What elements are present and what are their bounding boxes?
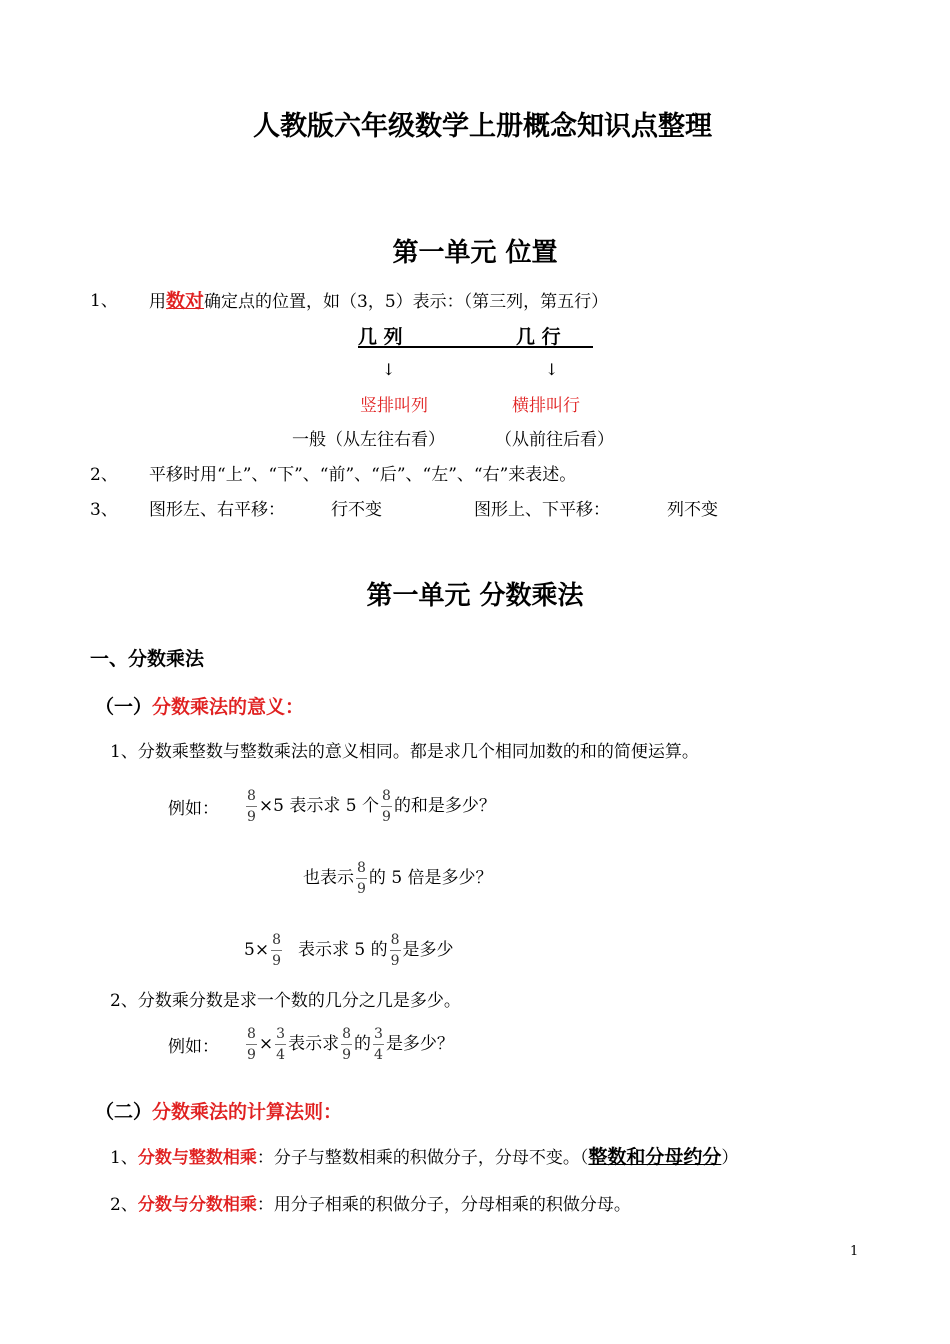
- section-heading: 一、分数乘法: [90, 648, 205, 670]
- col-note: 一般（从左往右看）: [292, 430, 445, 450]
- fraction-3-4: $\frac{3}{4}$: [276, 1026, 286, 1063]
- item-2-number: 2、: [90, 465, 118, 485]
- fraction-8-9: $\frac{8}{9}$: [272, 932, 281, 969]
- fraction-8-9: $\frac{8}{9}$: [247, 788, 256, 825]
- example-1: [244, 788, 496, 825]
- paragraph-1: 1、分数乘整数与整数乘法的意义相同。都是求几个相同加数的和的简便运算。: [110, 742, 699, 762]
- item-1-line: [149, 290, 608, 313]
- fraction-8-9: $\frac{8}{9}$: [342, 1026, 352, 1063]
- example-4-text-d: 是多少？: [385, 1034, 454, 1054]
- example-4-text-b: 表示求: [288, 1034, 340, 1054]
- example-3-text-a: 5×: [244, 940, 270, 960]
- subsection-2-title: 分数乘法的计算法则：: [152, 1101, 343, 1123]
- item-1-number: 1、: [90, 291, 118, 311]
- fraction-8-9: $\frac{8}{9}$: [357, 860, 366, 897]
- subsection-1-heading: [95, 692, 304, 719]
- rule-2-key: 分数与分数相乘: [137, 1195, 257, 1215]
- row-description: 横排叫行: [512, 396, 580, 416]
- item-1-pre: 用: [149, 292, 166, 312]
- rule-1-emphasis: 整数和分母约分: [588, 1146, 722, 1168]
- subsection-1-title: 分数乘法的意义：: [152, 696, 305, 718]
- example-1-text-b: 的和是多少？: [393, 796, 496, 816]
- example-2-text-b: 的 5 倍是多少？: [368, 868, 493, 888]
- rule-2-number: 2、: [110, 1195, 138, 1215]
- example-1-text-a: ×5 表示求 5 个: [258, 796, 380, 816]
- unit-title-fraction-multiplication: 第一单元 分数乘法: [366, 581, 584, 611]
- example-4: [244, 1026, 454, 1063]
- document-title: 人教版六年级数学上册概念知识点整理: [253, 111, 712, 142]
- item-3-vertical: 图形上、下平移：: [474, 500, 610, 520]
- example-4-times: ×: [258, 1034, 274, 1054]
- arrow-down-icon: ↓: [545, 360, 559, 379]
- item-2-text: 平移时用“上”、“下”、“前”、“后”、“左”、“右”来表述。: [149, 465, 577, 485]
- rule-1-number: 1、: [110, 1148, 138, 1168]
- col-label: 几 列: [358, 326, 403, 348]
- example-4-text-c: 的: [354, 1034, 372, 1054]
- col-description: 竖排叫列: [360, 396, 428, 416]
- rule-2-text: ：用分子相乘的积做分子，分母相乘的积做分母。: [256, 1195, 631, 1215]
- example-2-text-a: 也表示: [303, 868, 354, 888]
- row-note: （从前往后看）: [495, 430, 614, 450]
- subsection-2-heading: [95, 1097, 342, 1124]
- item-3-row-unchanged: 行不变: [331, 500, 382, 520]
- fraction-8-9: $\frac{8}{9}$: [390, 932, 400, 969]
- arrow-down-icon: ↓: [382, 360, 396, 379]
- example-3: [244, 932, 454, 969]
- item-1-post: 确定点的位置，如（3，5）表示：（第三列，第五行）: [204, 292, 609, 312]
- paragraph-2: 2、分数乘分数是求一个数的几分之几是多少。: [110, 991, 461, 1011]
- example-3-text-c: 是多少: [402, 940, 454, 960]
- keyword-shudui: 数对: [166, 290, 205, 312]
- example-3-text-b: 表示求 5 的: [297, 940, 388, 960]
- example-label: 例如：: [168, 1037, 219, 1057]
- item-3-col-unchanged: 列不变: [667, 500, 718, 520]
- example-label: 例如：: [168, 799, 219, 819]
- rule-1-key: 分数与整数相乘: [137, 1148, 257, 1168]
- rule-1: [110, 1146, 738, 1169]
- fraction-8-9: $\frac{8}{9}$: [382, 788, 391, 825]
- row-label: 几 行: [516, 326, 561, 348]
- example-2: [303, 860, 493, 897]
- rule-2: [110, 1194, 631, 1216]
- unit-title-position: 第一单元 位置: [392, 238, 558, 268]
- subsection-2-paren: （二）: [95, 1101, 153, 1123]
- item-3-number: 3、: [90, 500, 118, 520]
- rule-1-text: ：分子与整数相乘的积做分子，分母不变。（: [256, 1148, 589, 1168]
- rule-1-close: ）: [721, 1148, 739, 1168]
- fraction-8-9: $\frac{8}{9}$: [247, 1026, 256, 1063]
- page-number: 1: [850, 1244, 859, 1259]
- item-3-horizontal: 图形左、右平移：: [149, 500, 285, 520]
- fraction-3-4: $\frac{3}{4}$: [374, 1026, 383, 1063]
- subsection-1-paren: （一）: [95, 696, 153, 718]
